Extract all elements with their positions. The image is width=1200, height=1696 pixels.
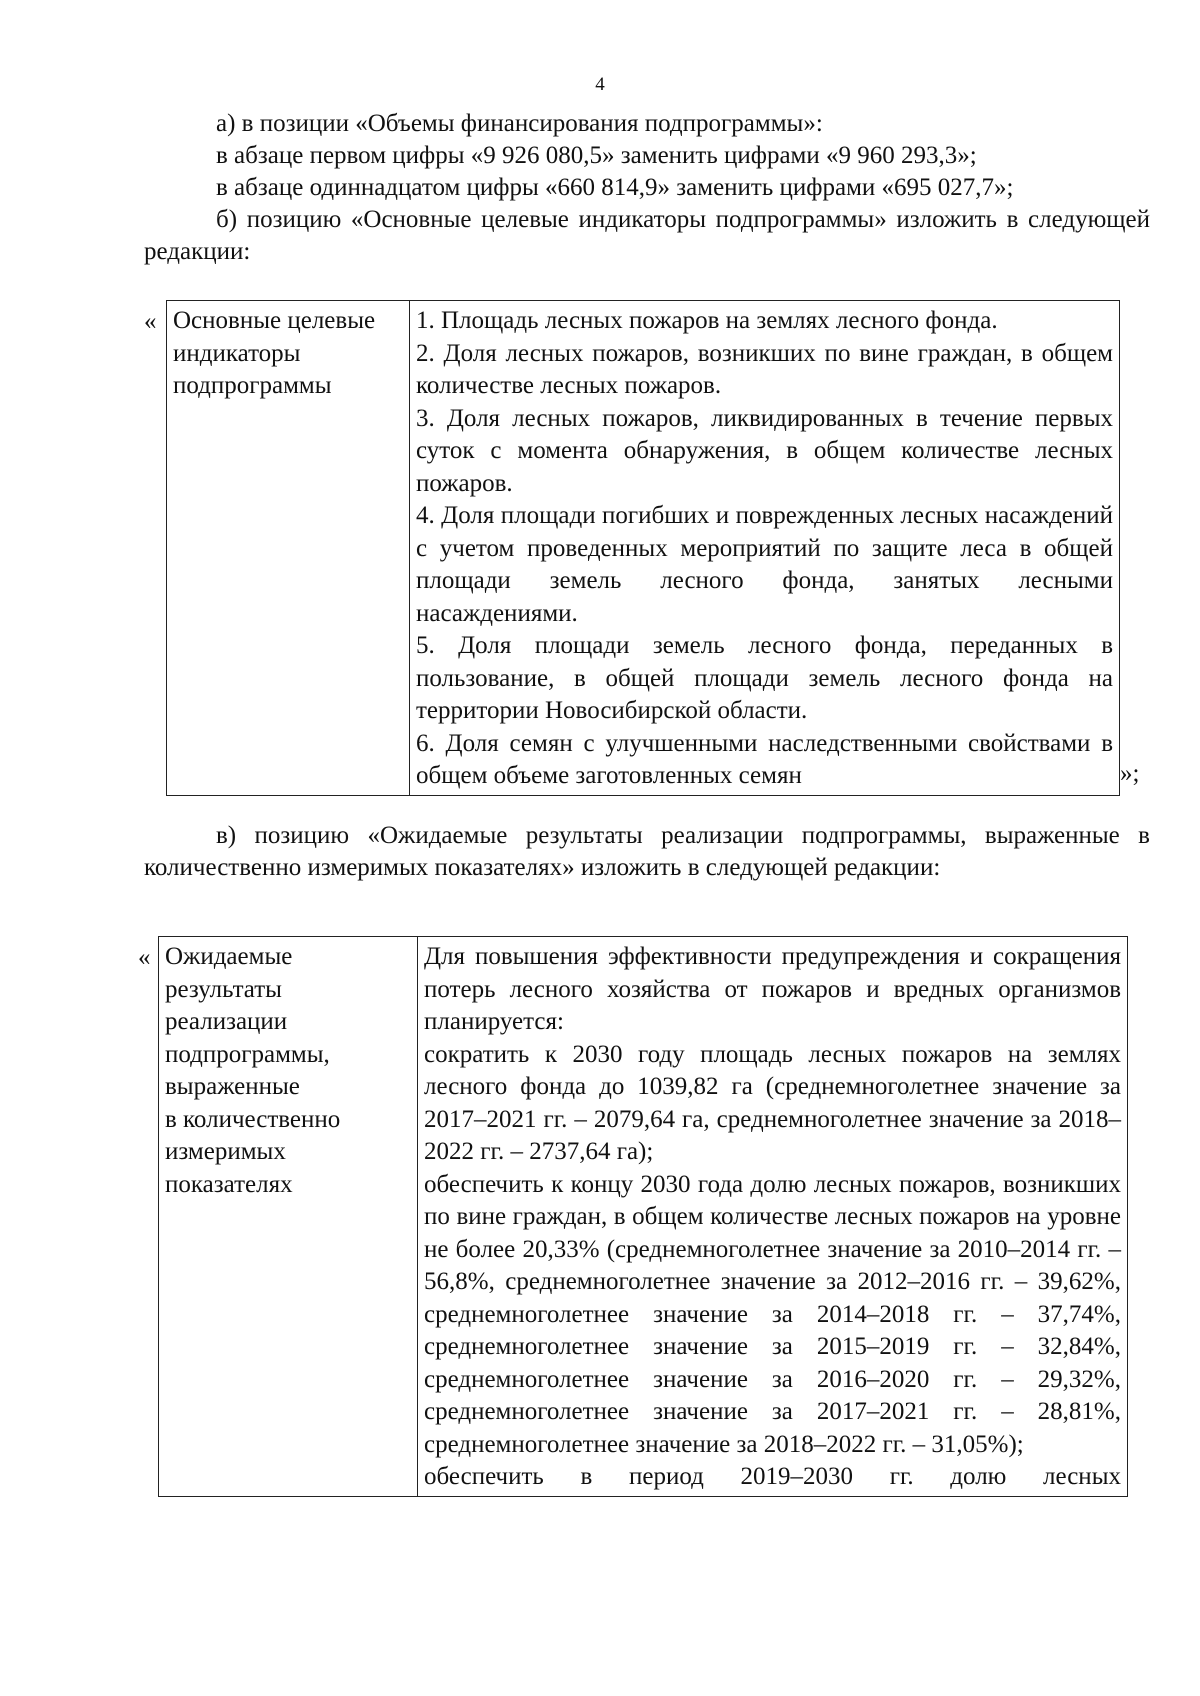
label-line: подпрограммы bbox=[173, 372, 332, 399]
results-paragraph: Для повышения эффективности предупреждения и сокращения потерь лесного хозяйства от пожаров и вредных организмов планируется: bbox=[424, 943, 1121, 1035]
clause-b-text: б) позицию «Основные целевые индикаторы подпрограммы» изложить в следующей редакции: bbox=[144, 206, 1150, 265]
table-row bbox=[167, 301, 1120, 796]
indicator-item: 6. Доля семян с улучшенными наследственными свойствами в общем объеме заготовленных семян bbox=[416, 729, 1113, 789]
clause-a-first-paragraph: в абзаце первом цифры «9 926 080,5» заменить цифрами «9 960 293,3»; bbox=[216, 142, 977, 169]
results-label-cell bbox=[159, 937, 418, 1497]
table1-close-quote: »; bbox=[1120, 760, 1140, 787]
results-paragraph: обеспечить к концу 2030 года долю лесных пожаров, возникших по вине граждан, в общем количестве лесных пожаров на уровне не более 20,33% (среднемноголетнее значение за 2010–2014 гг. – 56,8%, среднемноголетнее значение за 2012–2016 гг. – 39,62%, среднемноголетнее значение за 2014–2018 гг. – 37,74%, среднемноголетнее значение за 2015–2019 гг. – 32,84%, среднемноголетнее значение за 2016–2020 гг. – 29,32%, среднемноголетнее значение за 2017–2021 гг. – 28,81%, среднемноголетнее значение за 2018–2022 гг. – 31,05%); bbox=[424, 1170, 1121, 1458]
expected-results-table bbox=[158, 936, 1128, 1497]
label-line: выраженные bbox=[165, 1073, 300, 1100]
label-line: в количественно bbox=[165, 1105, 341, 1133]
label-line: результаты bbox=[165, 975, 282, 1003]
table1-open-quote: « bbox=[144, 308, 157, 335]
label-line: показателях bbox=[165, 1170, 293, 1198]
indicators-list-cell bbox=[410, 301, 1120, 796]
label-line: Основные целевые bbox=[173, 307, 376, 334]
indicator-item: 4. Доля площади погибших и поврежденных лесных насаждений с учетом проведенных мероприятий по защите леса в общей площади земель лесного фонда, занятых лесными насаждениями. bbox=[416, 502, 1113, 627]
clause-c-text: в) позицию «Ожидаемые результаты реализации подпрограммы, выраженные в количественно измеримых показателях» изложить в следующей редакции: bbox=[144, 822, 1150, 881]
indicator-item: 1. Площадь лесных пожаров на землях лесного фонда. bbox=[416, 307, 998, 334]
indicator-item: 2. Доля лесных пожаров, возникших по вине граждан, в общем количестве лесных пожаров. bbox=[416, 339, 1113, 399]
clause-a-eleventh-paragraph: в абзаце одиннадцатом цифры «660 814,9» заменить цифрами «695 027,7»; bbox=[216, 174, 1014, 201]
indicators-table bbox=[166, 300, 1120, 796]
label-line: подпрограммы, bbox=[165, 1040, 330, 1068]
page-number: 4 bbox=[595, 74, 605, 95]
label-line: индикаторы bbox=[173, 339, 301, 367]
indicators-label-cell bbox=[167, 301, 410, 796]
label-line: Ожидаемые bbox=[165, 943, 293, 970]
clause-a-title: а) в позиции «Объемы финансирования подпрограммы»: bbox=[216, 110, 823, 137]
label-line: измеримых bbox=[165, 1138, 286, 1165]
table2-open-quote: « bbox=[138, 944, 151, 971]
indicator-item: 3. Доля лесных пожаров, ликвидированных в течение первых суток с момента обнаружения, в общем количестве лесных пожаров. bbox=[416, 404, 1113, 497]
results-paragraph: обеспечить в период 2019–2030 гг. долю лесных bbox=[424, 1463, 1121, 1490]
label-line: реализации bbox=[165, 1008, 288, 1035]
table-row bbox=[159, 937, 1128, 1497]
results-text-cell bbox=[418, 937, 1128, 1497]
results-paragraph: сократить к 2030 году площадь лесных пожаров на землях лесного фонда до 1039,82 га (среднемноголетнее значение за 2017–2021 гг. – 2079,64 га, среднемноголетнее значение за 2018–2022 гг. – 2737,64 га); bbox=[424, 1040, 1121, 1165]
indicator-item: 5. Доля площади земель лесного фонда, переданных в пользование, в общей площади земель лесного фонда на территории Новосибирской области. bbox=[416, 632, 1113, 724]
